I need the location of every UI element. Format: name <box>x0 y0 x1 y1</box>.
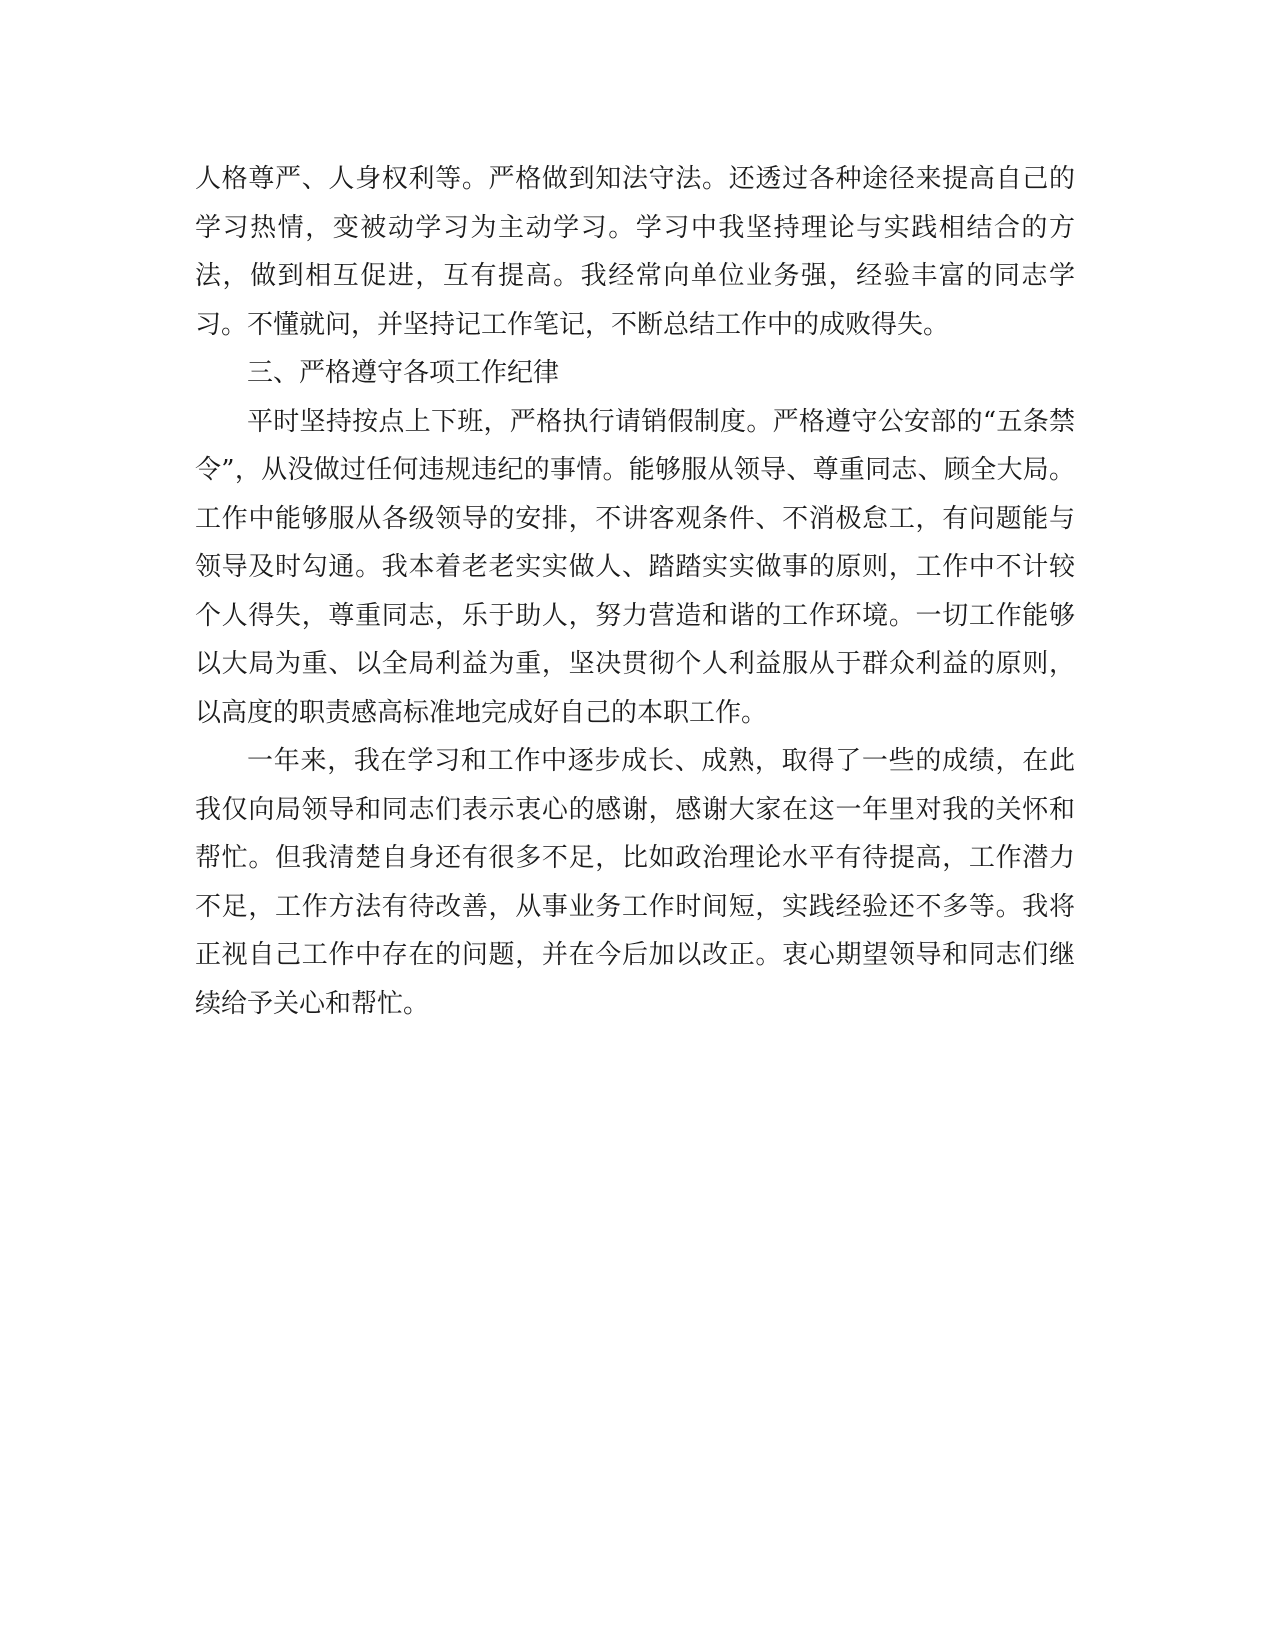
section-heading-discipline: 三、严格遵守各项工作纪律 <box>247 358 560 388</box>
paragraph-continuation: 人格尊严、人身权利等。严格做到知法守法。还透过各种途径来提高自己的学习热情，变被动学习为主动学习。学习中我坚持理论与实践相结合的方法，做到相互促进，互有提高。我经常向单位业务强，经验丰富的同志学习。不懂就问，并坚持记工作笔记，不断总结工作中的成败得失。 <box>195 164 1075 340</box>
paragraph-discipline: 平时坚持按点上下班，严格执行请销假制度。严格遵守公安部的“五条禁令”，从没做过任何违规违纪的事情。能够服从领导、尊重同志、顾全大局。工作中能够服从各级领导的安排，不讲客观条件、不消极怠工，有问题能与领导及时勾通。我本着老老实实做人、踏踏实实做事的原则，工作中不计较个人得失，尊重同志，乐于助人，努力营造和谐的工作环境。一切工作能够以大局为重、以全局利益为重，坚决贯彻个人利益服从于群众利益的原则，以高度的职责感高标准地完成好自己的本职工作。 <box>195 406 1075 728</box>
document-body <box>195 155 1075 1028</box>
paragraph-conclusion: 一年来，我在学习和工作中逐步成长、成熟，取得了一些的成绩，在此我仅向局领导和同志们表示衷心的感谢，感谢大家在这一年里对我的关怀和帮忙。但我清楚自身还有很多不足，比如政治理论水平有待提高，工作潜力不足，工作方法有待改善，从事业务工作时间短，实践经验还不多等。我将正视自己工作中存在的问题，并在今后加以改正。衷心期望领导和同志们继续给予关心和帮忙。 <box>195 746 1075 1019</box>
